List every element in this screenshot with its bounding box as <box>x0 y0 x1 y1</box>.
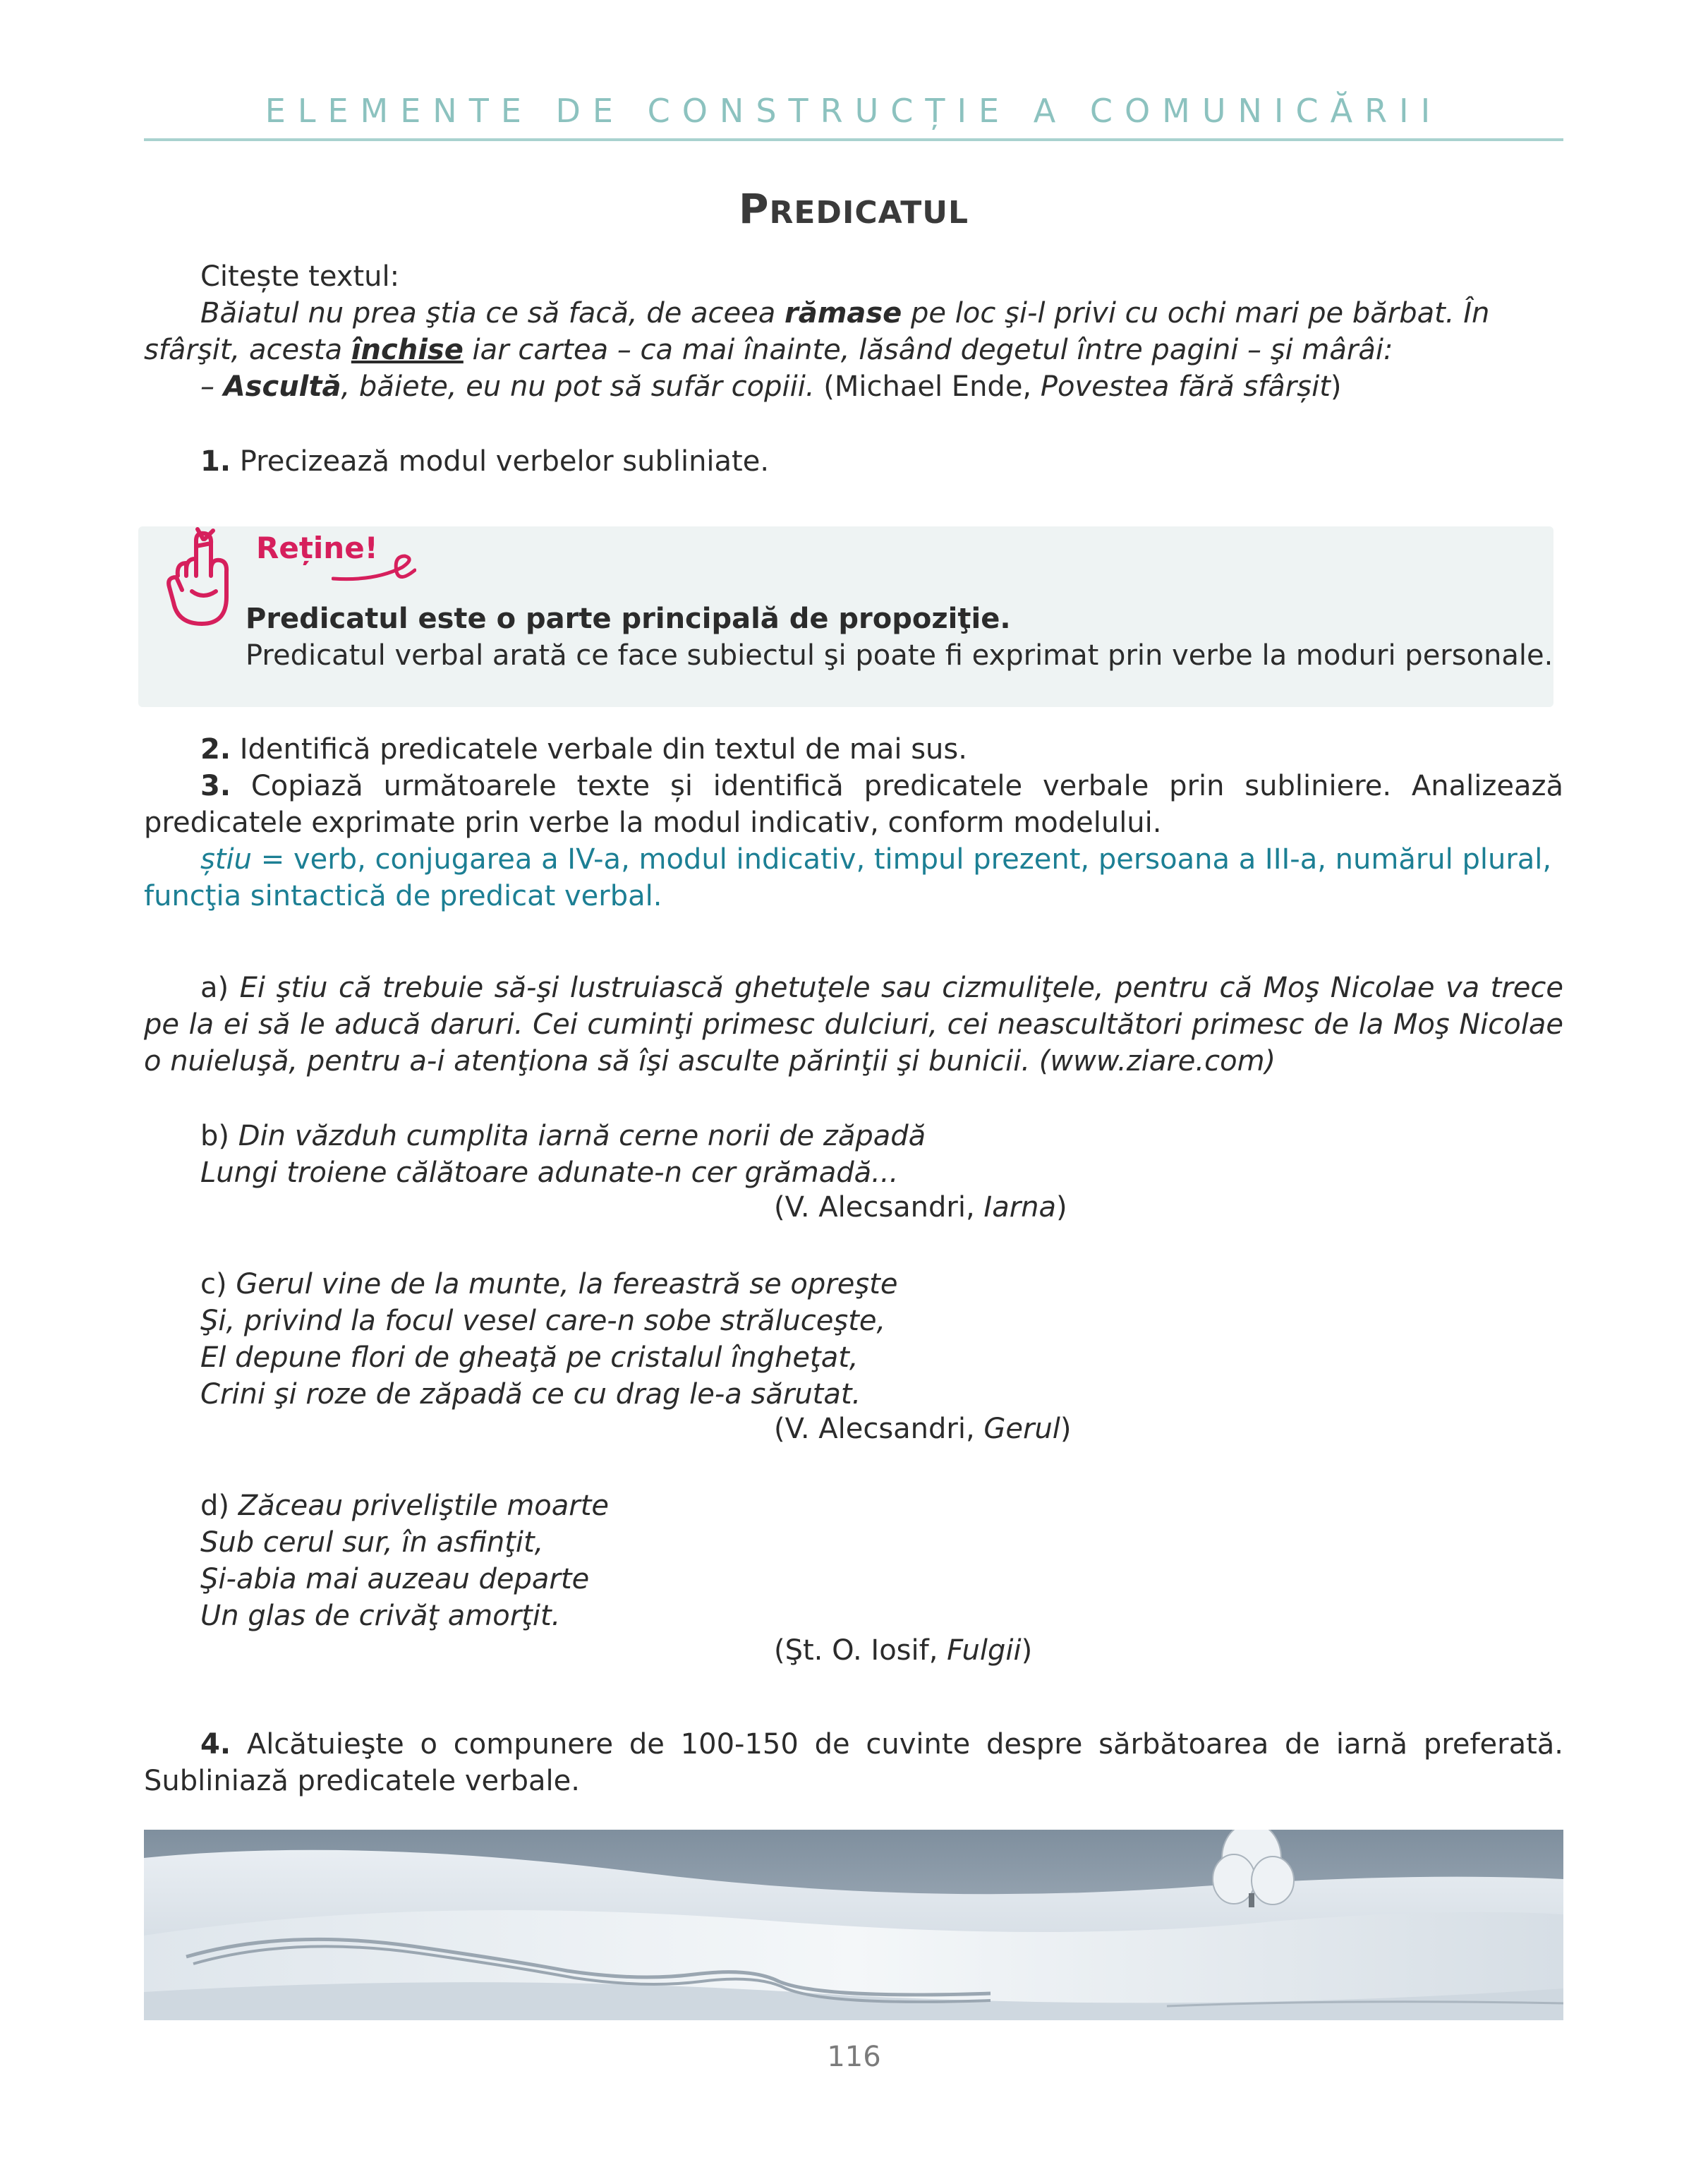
title-first-letter: P <box>738 185 770 233</box>
title-rest: REDICATUL <box>769 195 969 231</box>
snow-landscape-image <box>144 1830 1563 2020</box>
text-b-line-2: Lungi troiene călătoare adunate-n cer grămadă... <box>200 1157 899 1189</box>
text-b-verse-1: Din văzduh cumplita iarnă cerne norii de zăpadă <box>238 1120 926 1152</box>
exercise-1 <box>144 443 1563 480</box>
text-d-line-4: Un glas de crivăţ amorţit. <box>200 1600 561 1632</box>
excerpt-s3: iar cartea – ca mai înainte, lăsând degetul între pagini – şi mârâi: <box>463 334 1393 366</box>
text-c-line-1 <box>200 1266 897 1303</box>
intro-label: Citește textul: <box>200 260 400 293</box>
excerpt-s2: pe loc şi-l privi cu ochi mari pe bărbat. În sfârşit, acesta <box>144 297 1490 366</box>
text-c-letter: c) <box>200 1268 236 1300</box>
text-d-cite-title: Fulgii <box>947 1634 1022 1667</box>
retine-definition: Predicatul verbal arată ce face subiectul şi poate fi exprimat prin verbe la moduri personale. <box>246 639 1553 672</box>
page-number: 116 <box>827 2041 881 2073</box>
excerpt-dash: – <box>200 370 224 403</box>
text-b-line-1 <box>200 1118 926 1154</box>
header-divider <box>144 138 1563 141</box>
exercise-1-text: Precizează modul verbelor subliniate. <box>231 445 770 478</box>
hand-tied-finger-icon <box>157 526 241 632</box>
text-c-line-3: El depune flori de gheaţă pe cristalul îngheţat, <box>200 1341 859 1374</box>
exercise-3-number: 3. <box>200 770 231 802</box>
model-word: știu <box>200 843 252 876</box>
text-a-letter: a) <box>200 972 240 1004</box>
exercise-2-text: Identifică predicatele verbale din textul de mai sus. <box>231 733 967 766</box>
exercise-3 <box>144 768 1563 841</box>
text-d-line-2: Sub cerul sur, în asfinţit, <box>200 1526 544 1559</box>
squiggle-decoration <box>332 550 416 586</box>
excerpt-verb-3: Ascultă <box>223 370 341 403</box>
text-b-citation <box>774 1191 1067 1224</box>
retine-label: Reține! <box>256 531 378 565</box>
excerpt-source-close: ) <box>1330 370 1342 403</box>
excerpt-s1: Băiatul nu prea ştia ce să facă, de aceea <box>200 297 785 330</box>
exercise-1-number: 1. <box>200 445 231 478</box>
text-a-body: Ei ştiu că trebuie să-şi lustruiască ghetuţele sau cizmuliţele, pentru că Moş Nicolae va trece pe la ei să le aducă daruri. Cei cuminţi primesc dulciuri, cei neascultători primesc de la Moş Nicolae o nuieluşă, pentru a-i atenţiona să îşi asculte părinţii şi bunicii. (www.ziare.com) <box>144 972 1563 1078</box>
page-title <box>144 185 1563 233</box>
exercise-2-number: 2. <box>200 733 231 766</box>
excerpt-paragraph <box>144 295 1563 368</box>
retine-definition-bold: Predicatul este o parte principală de propoziţie. <box>246 603 1011 635</box>
exercise-4-number: 4. <box>200 1728 231 1761</box>
chapter-header: ELEMENTE DE CONSTRUCȚIE A COMUNICĂRII <box>265 92 1443 130</box>
exercise-2 <box>144 731 1563 768</box>
exercise-3-text: Copiază următoarele texte și identifică predicatele verbale prin subliniere. Analizează predicatele exprimate prin verbe la modul indicativ, conform modelului. <box>144 770 1563 839</box>
text-c-cite-open: (V. Alecsandri, <box>774 1413 984 1445</box>
exercise-4 <box>144 1726 1563 1799</box>
text-b-cite-title: Iarna <box>983 1191 1057 1224</box>
text-d-line-3: Şi-abia mai auzeau departe <box>200 1563 590 1595</box>
model-rest: = verb, conjugarea a IV-a, modul indicativ, timpul prezent, persoana a III-a, numărul plural, funcţia sintactică de predicat verbal. <box>144 843 1552 912</box>
excerpt-source-open: (Michael Ende, <box>814 370 1041 403</box>
text-d-cite-close: ) <box>1021 1634 1033 1667</box>
excerpt-s4: , băiete, eu nu pot să sufăr copiii. <box>341 370 815 403</box>
text-c-line-4: Crini şi roze de zăpadă ce cu drag le-a sărutat. <box>200 1378 861 1411</box>
text-b-cite-close: ) <box>1056 1191 1067 1224</box>
text-d-letter: d) <box>200 1490 238 1522</box>
text-d-verse-1: Zăceau priveliştile moarte <box>238 1490 610 1522</box>
excerpt-source-title: Povestea fără sfârșit <box>1040 370 1331 403</box>
excerpt-dialogue <box>144 368 1563 405</box>
text-c-verse-1: Gerul vine de la munte, la fereastră se opreşte <box>236 1268 898 1300</box>
text-c-cite-title: Gerul <box>983 1413 1060 1445</box>
model-analysis <box>144 841 1563 915</box>
text-c-line-2: Şi, privind la focul vesel care-n sobe străluceşte, <box>200 1305 886 1337</box>
text-d-citation <box>774 1634 1032 1667</box>
text-d-line-1 <box>200 1487 609 1524</box>
excerpt-verb-1: rămase <box>784 297 902 330</box>
exercise-4-text: Alcătuieşte o compunere de 100-150 de cuvinte despre sărbătoarea de iarnă preferată. Subliniază predicatele verbale. <box>144 1728 1563 1797</box>
text-c-cite-close: ) <box>1060 1413 1072 1445</box>
text-a <box>144 970 1563 1080</box>
excerpt-verb-2: închise <box>351 334 464 366</box>
text-d-cite-open: (Şt. O. Iosif, <box>774 1634 947 1667</box>
text-c-citation <box>774 1413 1072 1445</box>
text-b-cite-open: (V. Alecsandri, <box>774 1191 984 1224</box>
text-b-letter: b) <box>200 1120 238 1152</box>
